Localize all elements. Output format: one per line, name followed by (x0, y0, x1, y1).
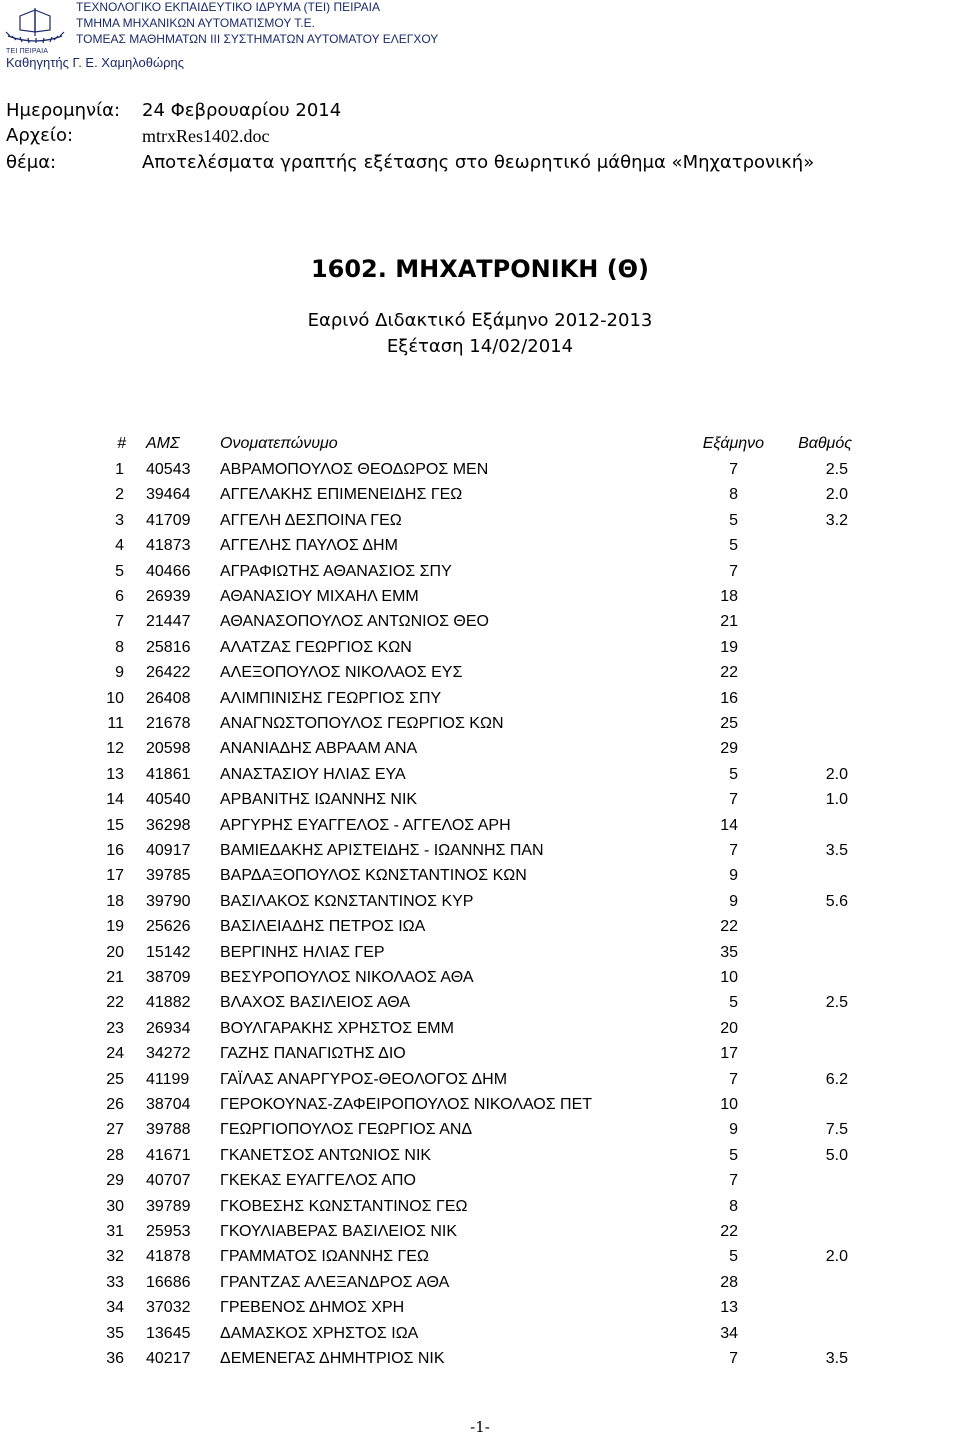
table-row (0, 1295, 960, 1320)
header-number: # (117, 435, 126, 452)
table-row (0, 1321, 960, 1346)
row-number: 2 (115, 486, 124, 503)
row-full-name: ΓΚΕΚΑΣ ΕΥΑΓΓΕΛΟΣ ΑΠΟ (220, 1172, 416, 1189)
table-row (0, 1016, 960, 1041)
row-student-id: 15142 (146, 944, 191, 961)
table-row (0, 508, 960, 533)
row-number: 16 (106, 842, 124, 859)
table-row (0, 889, 960, 914)
file-value: mtrxRes1402.doc (142, 126, 270, 146)
row-semester: 8 (729, 1198, 738, 1215)
row-student-id: 41873 (146, 537, 191, 554)
table-row (0, 1270, 960, 1295)
row-student-id: 40707 (146, 1172, 191, 1189)
row-student-id: 37032 (146, 1299, 191, 1316)
table-row (0, 787, 960, 812)
row-full-name: ΒΑΣΙΛΕΙΑΔΗΣ ΠΕΤΡΟΣ ΙΩΑ (220, 918, 426, 935)
row-student-id: 36298 (146, 817, 191, 834)
row-number: 34 (106, 1299, 124, 1316)
row-student-id: 41878 (146, 1248, 191, 1265)
row-full-name: ΑΛΙΜΠΙΝΙΣΗΣ ΓΕΩΡΓΙΟΣ ΣΠΥ (220, 690, 442, 707)
row-semester: 16 (720, 690, 738, 707)
row-full-name: ΑΘΑΝΑΣΙΟΥ ΜΙΧΑΗΛ ΕΜΜ (220, 588, 419, 605)
header-semester: Εξάμηνο (702, 435, 764, 452)
row-semester: 9 (729, 1121, 738, 1138)
row-full-name: ΓΡΑΝΤΖΑΣ ΑΛΕΞΑΝΔΡΟΣ ΑΘΑ (220, 1274, 450, 1291)
row-student-id: 21678 (146, 715, 191, 732)
sector-name: ΤΟΜΕΑΣ ΜΑΘΗΜΑΤΩΝ ΙΙΙ ΣΥΣΤΗΜΑΤΩΝ ΑΥΤΟΜΑΤΟΥ ΕΛΕΓΧΟΥ (76, 32, 439, 46)
row-semester: 22 (720, 1223, 738, 1240)
row-full-name: ΒΑΜΙΕΔΑΚΗΣ ΑΡΙΣΤΕΙΔΗΣ - ΙΩΑΝΝΗΣ ΠΑΝ (220, 842, 544, 859)
row-full-name: ΑΓΓΕΛΗ ΔΕΣΠΟΙΝΑ ΓΕΩ (220, 512, 402, 529)
row-number: 36 (106, 1350, 124, 1367)
row-semester: 18 (720, 588, 738, 605)
row-grade: 5.6 (825, 893, 848, 910)
row-full-name: ΑΡΓΥΡΗΣ ΕΥΑΓΓΕΛΟΣ - ΑΓΓΕΛΟΣ ΑΡΗ (220, 817, 511, 834)
row-grade: 2.0 (825, 766, 848, 783)
row-full-name: ΑΛΕΞΟΠΟΥΛΟΣ ΝΙΚΟΛΑΟΣ ΕΥΣ (220, 664, 463, 681)
row-student-id: 41882 (146, 994, 191, 1011)
row-full-name: ΒΕΣΥΡΟΠΟΥΛΟΣ ΝΙΚΟΛΑΟΣ ΑΘΑ (220, 969, 474, 986)
table-row (0, 1244, 960, 1269)
row-student-id: 41199 (146, 1071, 190, 1088)
table-row (0, 1067, 960, 1092)
row-student-id: 25816 (146, 639, 191, 656)
row-student-id: 38704 (146, 1096, 191, 1113)
row-number: 23 (106, 1020, 124, 1037)
row-full-name: ΑΒΡΑΜΟΠΟΥΛΟΣ ΘΕΟΔΩΡΟΣ ΜΕΝ (220, 461, 489, 478)
row-number: 6 (115, 588, 124, 605)
row-full-name: ΔΕΜΕΝΕΓΑΣ ΔΗΜΗΤΡΙΟΣ ΝΙΚ (220, 1350, 445, 1367)
row-semester: 5 (729, 994, 738, 1011)
row-full-name: ΑΝΑΓΝΩΣΤΟΠΟΥΛΟΣ ΓΕΩΡΓΙΟΣ ΚΩΝ (220, 715, 504, 732)
row-student-id: 41861 (146, 766, 191, 783)
row-full-name: ΓΚΟΒΕΣΗΣ ΚΩΝΣΤΑΝΤΙΝΟΣ ΓΕΩ (220, 1198, 468, 1215)
table-row (0, 1168, 960, 1193)
row-full-name: ΓΚΟΥΛΙΑΒΕΡΑΣ ΒΑΣΙΛΕΙΟΣ ΝΙΚ (220, 1223, 457, 1240)
table-row (0, 584, 960, 609)
row-semester: 5 (729, 537, 738, 554)
table-row (0, 1194, 960, 1219)
row-full-name: ΓΑΖΗΣ ΠΑΝΑΓΙΩΤΗΣ ΔΙΟ (220, 1045, 406, 1062)
results-table-header (0, 431, 960, 456)
row-student-id: 26408 (146, 690, 191, 707)
row-number: 10 (106, 690, 124, 707)
row-semester: 35 (720, 944, 738, 961)
row-full-name: ΒΛΑΧΟΣ ΒΑΣΙΛΕΙΟΣ ΑΘΑ (220, 994, 411, 1011)
row-semester: 10 (720, 969, 738, 986)
table-row (0, 940, 960, 965)
row-student-id: 25626 (146, 918, 191, 935)
row-student-id: 25953 (146, 1223, 191, 1240)
row-full-name: ΑΓΡΑΦΙΩΤΗΣ ΑΘΑΝΑΣΙΟΣ ΣΠΥ (220, 563, 452, 580)
table-row (0, 813, 960, 838)
row-number: 26 (106, 1096, 124, 1113)
table-row (0, 559, 960, 584)
table-row (0, 533, 960, 558)
subject-label: θέμα: (6, 152, 57, 173)
row-number: 13 (106, 766, 124, 783)
row-grade: 6.2 (825, 1071, 848, 1088)
row-number: 27 (106, 1121, 124, 1138)
row-full-name: ΑΓΓΕΛΑΚΗΣ ΕΠΙΜΕΝΕΙΔΗΣ ΓΕΩ (220, 486, 463, 503)
row-number: 30 (106, 1198, 124, 1215)
row-semester: 25 (720, 715, 738, 732)
row-grade: 3.2 (825, 512, 848, 529)
row-full-name: ΓΕΡΟΚΟΥΝΑΣ-ΖΑΦΕΙΡΟΠΟΥΛΟΣ ΝΙΚΟΛΑΟΣ ΠΕΤ (220, 1096, 593, 1113)
table-row (0, 457, 960, 482)
row-grade: 1.0 (825, 791, 848, 808)
table-row (0, 609, 960, 634)
row-student-id: 40217 (146, 1350, 191, 1367)
date-label: Ημερομηνία: (6, 100, 121, 121)
row-number: 35 (106, 1325, 124, 1342)
row-semester: 10 (720, 1096, 738, 1113)
row-number: 3 (115, 512, 124, 529)
row-student-id: 39464 (146, 486, 191, 503)
row-student-id: 39788 (146, 1121, 191, 1138)
department-name: ΤΜΗΜΑ ΜΗΧΑΝΙΚΩΝ ΑΥΤΟΜΑΤΙΣΜΟΥ Τ.Ε. (76, 16, 315, 30)
row-semester: 5 (729, 1248, 738, 1265)
row-student-id: 16686 (146, 1274, 191, 1291)
row-full-name: ΒΑΡΔΑΞΟΠΟΥΛΟΣ ΚΩΝΣΤΑΝΤΙΝΟΣ ΚΩΝ (220, 867, 527, 884)
row-number: 28 (106, 1147, 124, 1164)
table-row (0, 1041, 960, 1066)
row-number: 20 (106, 944, 124, 961)
table-row (0, 686, 960, 711)
row-semester: 7 (729, 791, 738, 808)
subject-value: Αποτελέσματα γραπτής εξέτασης στο θεωρητικό μάθημα «Μηχατρονική» (142, 152, 815, 173)
row-full-name: ΓΡΑΜΜΑΤΟΣ ΙΩΑΝΝΗΣ ΓΕΩ (220, 1248, 429, 1265)
row-number: 17 (106, 867, 124, 884)
row-number: 12 (106, 740, 124, 757)
page-number: -1- (470, 1418, 490, 1436)
row-number: 33 (106, 1274, 124, 1291)
row-semester: 21 (720, 613, 738, 630)
row-student-id: 38709 (146, 969, 191, 986)
row-number: 14 (106, 791, 124, 808)
row-number: 9 (115, 664, 124, 681)
row-number: 32 (106, 1248, 124, 1265)
row-full-name: ΓΕΩΡΓΙΟΠΟΥΛΟΣ ΓΕΩΡΓΙΟΣ ΑΝΔ (220, 1121, 473, 1138)
row-semester: 7 (729, 461, 738, 478)
row-semester: 22 (720, 918, 738, 935)
row-semester: 19 (720, 639, 738, 656)
row-semester: 7 (729, 842, 738, 859)
row-student-id: 39790 (146, 893, 191, 910)
row-student-id: 39785 (146, 867, 191, 884)
row-full-name: ΑΝΑΣΤΑΣΙΟΥ ΗΛΙΑΣ ΕΥΑ (220, 766, 406, 783)
row-grade: 2.0 (825, 486, 848, 503)
header-student-id: ΑΜΣ (146, 435, 180, 452)
row-number: 29 (106, 1172, 124, 1189)
row-semester: 29 (720, 740, 738, 757)
row-number: 21 (106, 969, 124, 986)
row-grade: 3.5 (825, 842, 848, 859)
date-value: 24 Φεβρουαρίου 2014 (142, 100, 342, 121)
row-student-id: 20598 (146, 740, 191, 757)
row-semester: 13 (720, 1299, 738, 1316)
row-full-name: ΑΡΒΑΝΙΤΗΣ ΙΩΑΝΝΗΣ ΝΙΚ (220, 791, 418, 808)
row-semester: 17 (720, 1045, 738, 1062)
row-semester: 20 (720, 1020, 738, 1037)
header-grade: Βαθμός (798, 435, 852, 452)
row-student-id: 13645 (146, 1325, 191, 1342)
row-number: 1 (115, 461, 124, 478)
professor-name: Καθηγητής Γ. Ε. Χαμηλοθώρης (6, 55, 185, 70)
row-student-id: 26934 (146, 1020, 191, 1037)
row-semester: 34 (720, 1325, 738, 1342)
row-number: 15 (106, 817, 124, 834)
table-row (0, 1092, 960, 1117)
table-row (0, 660, 960, 685)
row-student-id: 39789 (146, 1198, 191, 1215)
row-number: 18 (106, 893, 124, 910)
row-full-name: ΔΑΜΑΣΚΟΣ ΧΡΗΣΤΟΣ ΙΩΑ (220, 1325, 419, 1342)
row-semester: 5 (729, 766, 738, 783)
row-semester: 7 (729, 563, 738, 580)
table-row (0, 914, 960, 939)
row-full-name: ΓΡΕΒΕΝΟΣ ΔΗΜΟΣ ΧΡΗ (220, 1299, 405, 1316)
header-full-name: Ονοματεπώνυμο (220, 435, 338, 452)
row-grade: 7.5 (825, 1121, 848, 1138)
row-grade: 5.0 (825, 1147, 848, 1164)
table-row (0, 965, 960, 990)
table-row (0, 1346, 960, 1371)
row-semester: 9 (729, 893, 738, 910)
row-student-id: 34272 (146, 1045, 191, 1062)
row-number: 19 (106, 918, 124, 935)
row-student-id: 40543 (146, 461, 191, 478)
table-row (0, 711, 960, 736)
course-title: 1602. ΜΗΧΑΤΡΟΝΙΚΗ (Θ) (310, 255, 650, 283)
row-full-name: ΒΟΥΛΓΑΡΑΚΗΣ ΧΡΗΣΤΟΣ ΕΜΜ (220, 1020, 454, 1037)
table-row (0, 1117, 960, 1142)
row-student-id: 40466 (146, 563, 191, 580)
row-number: 31 (106, 1223, 124, 1240)
table-row (0, 863, 960, 888)
table-row (0, 1143, 960, 1168)
row-full-name: ΓΚΑΝΕΤΣΟΣ ΑΝΤΩΝΙΟΣ ΝΙΚ (220, 1147, 432, 1164)
row-full-name: ΑΝΑΝΙΑΔΗΣ ΑΒΡΑΑΜ ΑΝΑ (220, 740, 418, 757)
row-student-id: 40917 (146, 842, 191, 859)
row-grade: 2.5 (825, 994, 848, 1011)
row-semester: 5 (729, 512, 738, 529)
row-number: 8 (115, 639, 124, 656)
file-label: Αρχείο: (6, 125, 74, 146)
institution-logo (2, 2, 68, 58)
row-semester: 22 (720, 664, 738, 681)
row-number: 7 (115, 613, 124, 630)
row-semester: 5 (729, 1147, 738, 1164)
row-full-name: ΒΕΡΓΙΝΗΣ ΗΛΙΑΣ ΓΕΡ (220, 944, 385, 961)
course-semester: Εαρινό Διδακτικό Εξάμηνο 2012-2013 (307, 310, 653, 331)
row-full-name: ΓΑΪΛΑΣ ΑΝΑΡΓΥΡΟΣ-ΘΕΟΛΟΓΟΣ ΔΗΜ (220, 1071, 508, 1088)
table-row (0, 762, 960, 787)
logo-caption: ΤΕΙ ΠΕΙΡΑΙΑ (6, 48, 49, 55)
row-student-id: 21447 (146, 613, 191, 630)
table-row (0, 736, 960, 761)
row-grade: 2.0 (825, 1248, 848, 1265)
row-semester: 8 (729, 486, 738, 503)
row-number: 11 (107, 715, 124, 732)
row-semester: 28 (720, 1274, 738, 1291)
row-number: 24 (106, 1045, 124, 1062)
row-number: 5 (115, 563, 124, 580)
row-number: 25 (106, 1071, 124, 1088)
institution-name: ΤΕΧΝΟΛΟΓΙΚΟ ΕΚΠΑΙΔΕΥΤΙΚΟ ΙΔΡΥΜΑ (ΤΕΙ) ΠΕΙΡΑΙΑ (76, 0, 380, 14)
row-full-name: ΑΘΑΝΑΣΟΠΟΥΛΟΣ ΑΝΤΩΝΙΟΣ ΘΕΟ (220, 613, 489, 630)
row-semester: 7 (729, 1172, 738, 1189)
row-number: 22 (106, 994, 124, 1011)
table-row (0, 1219, 960, 1244)
row-full-name: ΑΛΑΤΖΑΣ ΓΕΩΡΓΙΟΣ ΚΩΝ (220, 639, 412, 656)
row-student-id: 41709 (146, 512, 191, 529)
row-grade: 2.5 (825, 461, 848, 478)
row-student-id: 40540 (146, 791, 191, 808)
row-full-name: ΒΑΣΙΛΑΚΟΣ ΚΩΝΣΤΑΝΤΙΝΟΣ ΚΥΡ (220, 893, 474, 910)
table-row (0, 838, 960, 863)
row-grade: 3.5 (825, 1350, 848, 1367)
exam-date: Εξέταση 14/02/2014 (386, 336, 574, 357)
row-student-id: 41671 (146, 1147, 191, 1164)
row-full-name: ΑΓΓΕΛΗΣ ΠΑΥΛΟΣ ΔΗΜ (220, 537, 398, 554)
row-semester: 14 (720, 817, 738, 834)
table-row (0, 990, 960, 1015)
row-student-id: 26422 (146, 664, 191, 681)
table-row (0, 482, 960, 507)
row-semester: 7 (729, 1071, 738, 1088)
table-row (0, 635, 960, 660)
row-student-id: 26939 (146, 588, 191, 605)
row-number: 4 (115, 537, 124, 554)
row-semester: 7 (729, 1350, 738, 1367)
row-semester: 9 (729, 867, 738, 884)
